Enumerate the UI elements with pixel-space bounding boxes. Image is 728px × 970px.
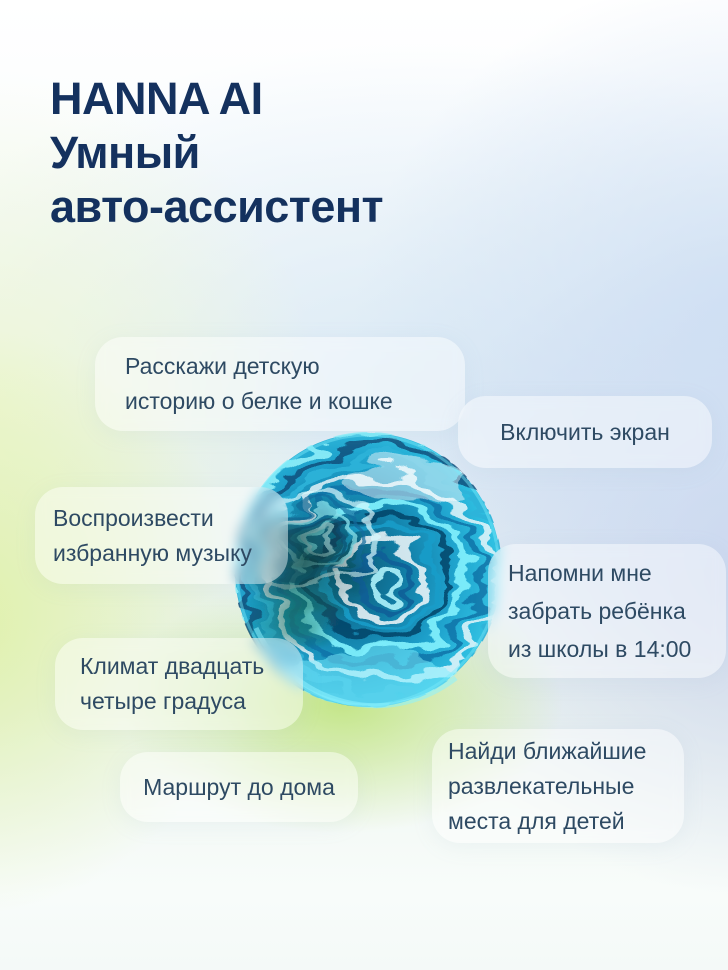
subtitle-line-1: Умный [50, 127, 200, 178]
voice-command-text: Расскажи детскую [125, 353, 320, 379]
voice-command-text: четыре градуса [80, 688, 246, 714]
voice-command-find-places [432, 729, 684, 843]
voice-command-text: развлекательные [448, 772, 635, 799]
voice-command-story [95, 337, 465, 431]
voice-command-reminder [488, 544, 726, 678]
voice-command-screen-on [458, 396, 712, 468]
page-title [50, 72, 383, 234]
brand-title: HANNA AI [50, 73, 263, 124]
voice-command-text: Включить экран [500, 418, 670, 445]
voice-command-text: Маршрут до дома [143, 773, 335, 800]
voice-command-text: места для детей [448, 807, 625, 834]
voice-command-text: Климат двадцать [80, 653, 265, 679]
voice-command-route-home [120, 752, 358, 822]
voice-command-text: избранную музыку [53, 539, 252, 566]
voice-command-text: Найди ближайшие [448, 737, 647, 764]
voice-command-text: из школы в 14:00 [508, 636, 692, 662]
voice-command-text: историю о белке и кошке [125, 388, 393, 414]
subtitle-line-2: авто-ассистент [50, 181, 384, 232]
voice-command-text: забрать ребёнка [508, 598, 686, 624]
voice-command-play-music [35, 487, 288, 584]
voice-command-text: Воспроизвести [53, 504, 214, 531]
voice-command-climate [55, 638, 303, 730]
voice-command-text: Напомни мне [508, 560, 652, 586]
